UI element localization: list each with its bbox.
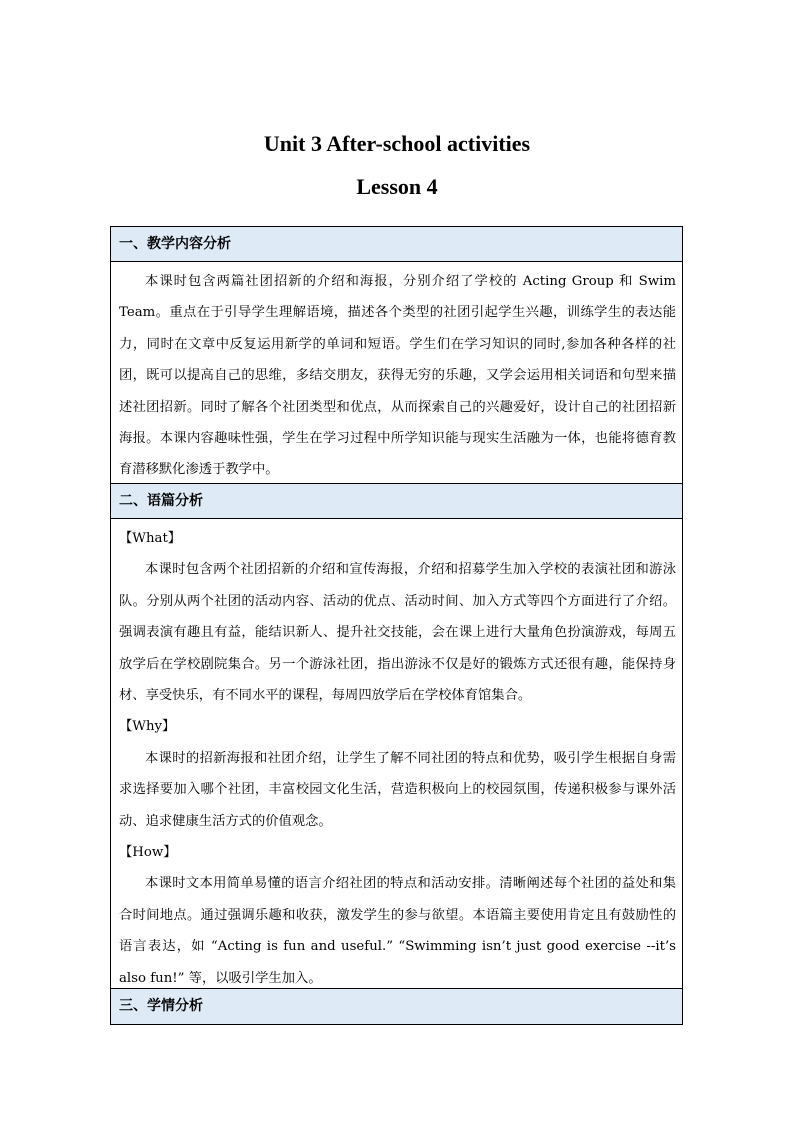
section-header-content-analysis: 一、教学内容分析 xyxy=(111,227,682,262)
section-header-text-analysis: 二、语篇分析 xyxy=(111,484,682,519)
what-label: 【What】 xyxy=(119,531,182,546)
why-paragraph: 本课时的招新海报和社团介绍，让学生了解不同社团的特点和优势，吸引学生根据自身需求选择要加入哪个社团，丰富校园文化生活，营造积极向上的校园氛围，传递积极参与课外活动、追求健康生活方式的价值观念。 xyxy=(119,750,676,829)
section-body-text-analysis xyxy=(111,519,682,989)
section-body-content-analysis xyxy=(111,262,682,484)
why-label: 【Why】 xyxy=(119,719,176,735)
how-label: 【How】 xyxy=(119,845,177,861)
content-analysis-paragraph: 本课时包含两篇社团招新的介绍和海报，分别介绍了学校的 Acting Group 和 Swim Team。重点在于引导学生理解语境，描述各个类型的社团引起学生兴趣，训练学生的表达能力，同时在文章中反复运用新学的单词和短语。学生们在学习知识的同时,参加各种各样的社团，既可以提高自己的思维，多结交朋友，获得无穷的乐趣，又学会运用相关词语和句型来描述社团招新。同时了解各个社团类型和优点，从而探索自己的兴趣爱好，设计自己的社团招新海报。本课内容趣味性强，学生在学习过程中所学知识能与现实生活融为一体，也能将德育教育潜移默化渗透于教学中。 xyxy=(119,274,676,478)
lesson-analysis-table xyxy=(110,226,683,1025)
page-subtitle: Lesson 4 xyxy=(356,174,438,199)
section-header-learner-analysis: 三、学情分析 xyxy=(111,989,682,1024)
how-paragraph: 本课时文本用简单易懂的语言介绍社团的特点和活动安排。清晰阐述每个社团的益处和集合时间地点。通过强调乐趣和收获，激发学生的参与欲望。本语篇主要使用肯定且有鼓励性的语言表达，如 “Acting is fun and useful.” “Swimming isn’t just good exercise --it’s also fun!” 等，以吸引学生加入。 xyxy=(119,876,676,986)
what-paragraph: 本课时包含两个社团招新的介绍和宣传海报，介绍和招募学生加入学校的表演社团和游泳队。分别从两个社团的活动内容、活动的优点、活动时间、加入方式等四个方面进行了介绍。强调表演有趣且有益，能结识新人、提升社交技能，会在课上进行大量角色扮演游戏，每周五放学后在学校剧院集合。另一个游泳社团，指出游泳不仅是好的锻炼方式还很有趣，能保持身材、享受快乐，有不同水平的课程，每周四放学后在学校体育馆集合。 xyxy=(119,562,676,704)
page-title: Unit 3 After-school activities xyxy=(263,131,531,156)
